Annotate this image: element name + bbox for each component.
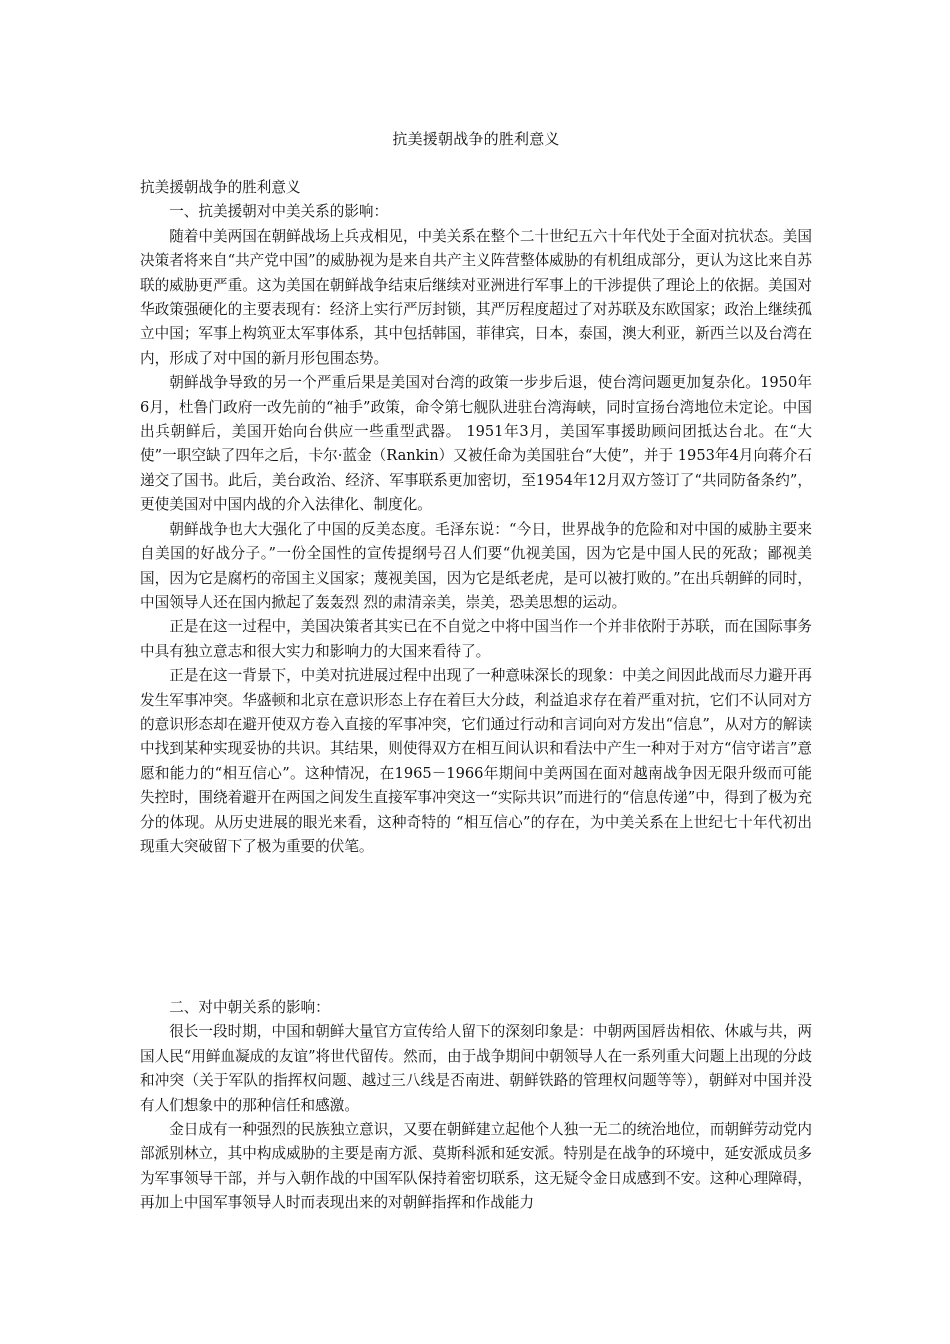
section-one-heading: 一、抗美援朝对中美关系的影响：	[169, 203, 389, 221]
section-one-paragraph: 朝鲜战争导致的另一个严重后果是美国对台湾的政策一步步后退，使台湾问题更加复杂化。1950年6月，杜鲁门政府一改先前的“袖手”政策，命令第七舰队进驻台湾海峡，同时宣扬台湾地位未定论。中国出兵朝鲜后，美国开始向台供应一些重型武器。 1951年3月，美国军事援助顾问团抵达台北。在“大使”一职空缺了四年之后，卡尔·蓝金（Rankin）又被任命为美国驻台“大使”，并于 1953年4月向蒋介石递交了国书。此后，美台政治、经济、军事联系更加密切，至1954年12月双方签订了“共同防备条约”，更使美国对中国内战的介入法律化、制度化。	[140, 374, 812, 514]
section-two-heading: 二、对中朝关系的影响：	[169, 999, 330, 1016]
document-subtitle: 抗美援朝战争的胜利意义	[140, 179, 301, 196]
section-one-paragraph: 朝鲜战争也大大强化了中国的反美态度。毛泽东说：“今日，世界战争的危险和对中国的威胁主要来自美国的好战分子。”一份全国性的宣传提纲号召人们要“仇视美国，因为它是中国人民的死敌；鄙视美国，因为它是腐朽的帝国主义国家；蔑视美国，因为它是纸老虎，是可以被打败的。”在出兵朝鲜的同时，中国领导人还在国内掀起了轰轰烈 烈的肃清亲美，崇美，恐美思想的运动。	[140, 520, 812, 611]
section-two	[140, 996, 812, 1216]
document-title: 抗美援朝战争的胜利意义	[392, 130, 560, 148]
section-two-paragraph: 金日成有一种强烈的民族独立意识，又要在朝鲜建立起他个人独一无二的统治地位，而朝鲜劳动党内部派别林立，其中构成威胁的主要是南方派、莫斯科派和延安派。特别是在战争的环境中，延安派成员多为军事领导干部，并与入朝作战的中国军队保持着密切联系，这无疑令金日成感到不安。这种心理障碍，再加上中国军事领导人时而表现出来的对朝鲜指挥和作战能力	[140, 1121, 812, 1212]
section-two-paragraph: 很长一段时期，中国和朝鲜大量官方宣传给人留下的深刻印象是：中朝两国唇齿相依、休戚与共，两国人民“用鲜血凝成的友谊”将世代留传。然而，由于战争期间中朝领导人在一系列重大问题上出现的分歧和冲突（关于军队的指挥权问题、越过三八线是否南进、朝鲜铁路的管理权问题等等），朝鲜对中国并没有人们想象中的那种信任和感激。	[140, 1023, 812, 1114]
section-one-paragraph: 正是在这一背景下，中美对抗进展过程中出现了一种意味深长的现象：中美之间因此战而尽力避开再发生军事冲突。华盛顿和北京在意识形态上存在着巨大分歧，利益追求存在着严重对抗，它们不认同对方的意识形态却在避开使双方卷入直接的军事冲突，它们通过行动和言词向对方发出“信息”，从对方的解读中找到某种实现妥协的共识。其结果，则使得双方在相互间认识和看法中产生一种对于对方“信守诺言”意愿和能力的“相互信心”。这种情况，在1965－1966年期间中美两国在面对越南战争因无限升级而可能失控时，围绕着避开在两国之间发生直接军事冲突这一“实际共识”而进行的“信息传递”中，得到了极为充分的体现。从历史进展的眼光来看，这种奇特的 “相互信心”的存在，为中美关系在上世纪七十年代初出现重大突破留下了极为重要的伏笔。	[140, 667, 812, 855]
section-one-paragraph: 随着中美两国在朝鲜战场上兵戎相见，中美关系在整个二十世纪五六十年代处于全面对抗状态。美国决策者将来自“共产党中国”的威胁视为是来自共产主义阵营整体威胁的有机组成部分，更认为这比来自苏联的威胁更严重。这为美国在朝鲜战争结束后继续对亚洲进行军事上的干涉提供了理论上的依据。美国对华政策强硬化的主要表现有：经济上实行严厉封锁，其严厉程度超过了对苏联及东欧国家；政治上继续孤立中国；军事上构筑亚太军事体系，其中包括韩国，菲律宾，日本，泰国，澳大利亚，新西兰以及台湾在内，形成了对中国的新月形包围态势。	[140, 227, 812, 367]
section-one-paragraph: 正是在这一过程中，美国决策者其实已在不自觉之中将中国当作一个并非依附于苏联，而在国际事务中具有独立意志和很大实力和影响力的大国来看待了。	[140, 618, 812, 660]
section-one	[140, 176, 812, 859]
